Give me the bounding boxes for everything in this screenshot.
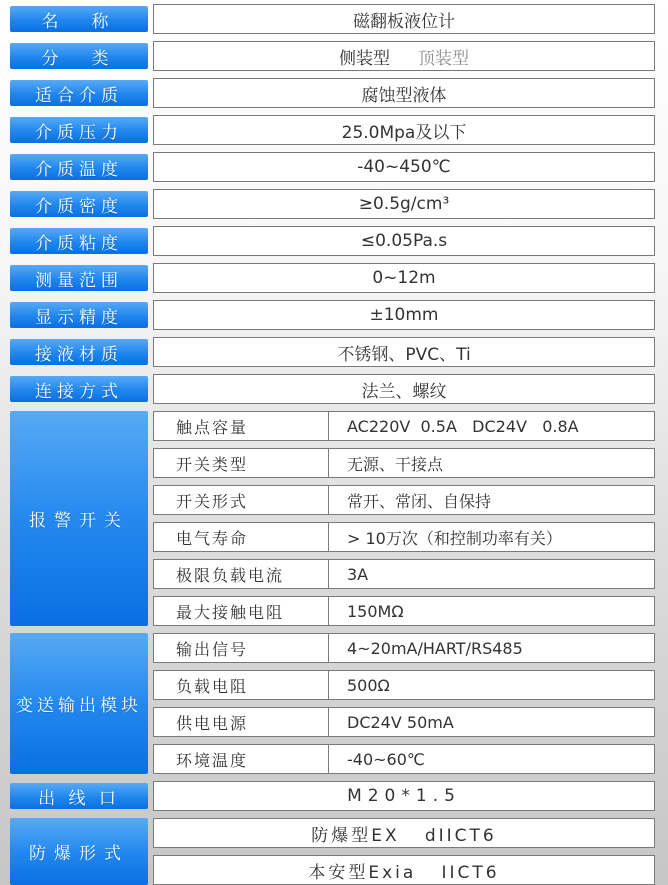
subrow-max-contact-resistance [153, 596, 655, 626]
spec-row-wetted-material [10, 337, 655, 367]
subrow-output-signal [153, 633, 655, 663]
row-label-medium-density: 介质密度 [10, 191, 148, 217]
row-label-display-accuracy: 显示精度 [10, 302, 148, 328]
subrow-key: 极限负载电流 [154, 560, 329, 588]
row-value-wetted-material: 不锈钢、PVC、Ti [153, 337, 655, 367]
subrow-key: 输出信号 [154, 634, 329, 662]
row-value-cable-outlet: M20*1.5 [153, 781, 655, 811]
explosion-proof-label: 防爆形式 [10, 818, 148, 885]
alarm-switch-section [10, 411, 655, 626]
row-label-cable-outlet: 出 线 口 [10, 783, 148, 809]
subrow-contact-capacity [153, 411, 655, 441]
transmitter-output-subrows [153, 633, 655, 774]
category-side-mounted: 侧装型 [339, 48, 390, 69]
row-value-display-accuracy: ±10mm [153, 300, 655, 330]
subrow-key: 负载电阻 [154, 671, 329, 699]
subrow-value: 常开、常闭、自保持 [347, 491, 492, 511]
row-label-connection-type: 连接方式 [10, 376, 148, 402]
spec-row-medium-viscosity [10, 226, 655, 256]
explosion-proof-ex-value: 防爆型EX dIICT6 [153, 818, 655, 848]
spec-row-connection-type [10, 374, 655, 404]
subrow-switch-type [153, 448, 655, 478]
subrow-load-resistance [153, 670, 655, 700]
row-label-medium-viscosity: 介质粘度 [10, 228, 148, 254]
intrinsic-safety-value: 本安型Exia IICT6 [153, 855, 655, 885]
row-value-measuring-range: 0~12m [153, 263, 655, 293]
subrow-value: 无源、干接点 [347, 454, 444, 474]
spec-row-medium-temperature [10, 152, 655, 182]
spec-row-measuring-range [10, 263, 655, 293]
subrow-power-supply [153, 707, 655, 737]
spec-row-medium-pressure [10, 115, 655, 145]
row-value-medium-pressure: 25.0Mpa及以下 [153, 115, 655, 145]
row-label-wetted-material: 接液材质 [10, 339, 148, 365]
spec-row-name [10, 4, 655, 34]
subrow-limit-load-current [153, 559, 655, 589]
subrow-ambient-temperature [153, 744, 655, 774]
row-label-category: 分 类 [10, 43, 148, 69]
row-label-suitable-medium: 适合介质 [10, 80, 148, 106]
subrow-value: 4~20mA/HART/RS485 [347, 638, 523, 658]
category-top-mounted: 顶装型 [418, 48, 469, 69]
spec-row-category [10, 41, 655, 71]
explosion-proof-values [153, 818, 655, 885]
subrow-key: 供电电源 [154, 708, 329, 736]
alarm-switch-subrows [153, 411, 655, 626]
spec-row-suitable-medium [10, 78, 655, 108]
subrow-value: > 10万次（和控制功率有关） [347, 528, 562, 548]
row-label-name: 名 称 [10, 6, 148, 32]
subrow-value: AC220V 0.5A DC24V 0.8A [347, 416, 579, 436]
subrow-key: 触点容量 [154, 412, 329, 440]
subrow-key: 开关类型 [154, 449, 329, 477]
transmitter-output-section [10, 633, 655, 774]
subrow-key: 最大接触电阻 [154, 597, 329, 625]
transmitter-output-label: 变送输出模块 [10, 633, 148, 774]
subrow-value: DC24V 50mA [347, 712, 454, 732]
row-value-connection-type: 法兰、螺纹 [153, 374, 655, 404]
spec-row-cable-outlet [10, 781, 655, 811]
row-value-name: 磁翻板液位计 [153, 4, 655, 34]
row-label-measuring-range: 测量范围 [10, 265, 148, 291]
subrow-switch-form [153, 485, 655, 515]
row-value-medium-density: ≥0.5g/cm³ [153, 189, 655, 219]
row-value-medium-temperature: -40~450℃ [153, 152, 655, 182]
explosion-proof-section [10, 818, 655, 885]
subrow-key: 电气寿命 [154, 523, 329, 551]
alarm-switch-label: 报警开关 [10, 411, 148, 626]
subrow-value: -40~60℃ [347, 749, 425, 769]
subrow-electrical-life [153, 522, 655, 552]
row-value-suitable-medium: 腐蚀型液体 [153, 78, 655, 108]
subrow-key: 环境温度 [154, 745, 329, 773]
subrow-value: 150MΩ [347, 601, 404, 621]
subrow-key: 开关形式 [154, 486, 329, 514]
row-value-medium-viscosity: ≤0.05Pa.s [153, 226, 655, 256]
row-label-medium-temperature: 介质温度 [10, 154, 148, 180]
subrow-value: 500Ω [347, 675, 390, 695]
subrow-value: 3A [347, 564, 369, 584]
row-label-medium-pressure: 介质压力 [10, 117, 148, 143]
spec-row-display-accuracy [10, 300, 655, 330]
row-value-category [153, 41, 655, 71]
spec-row-medium-density [10, 189, 655, 219]
